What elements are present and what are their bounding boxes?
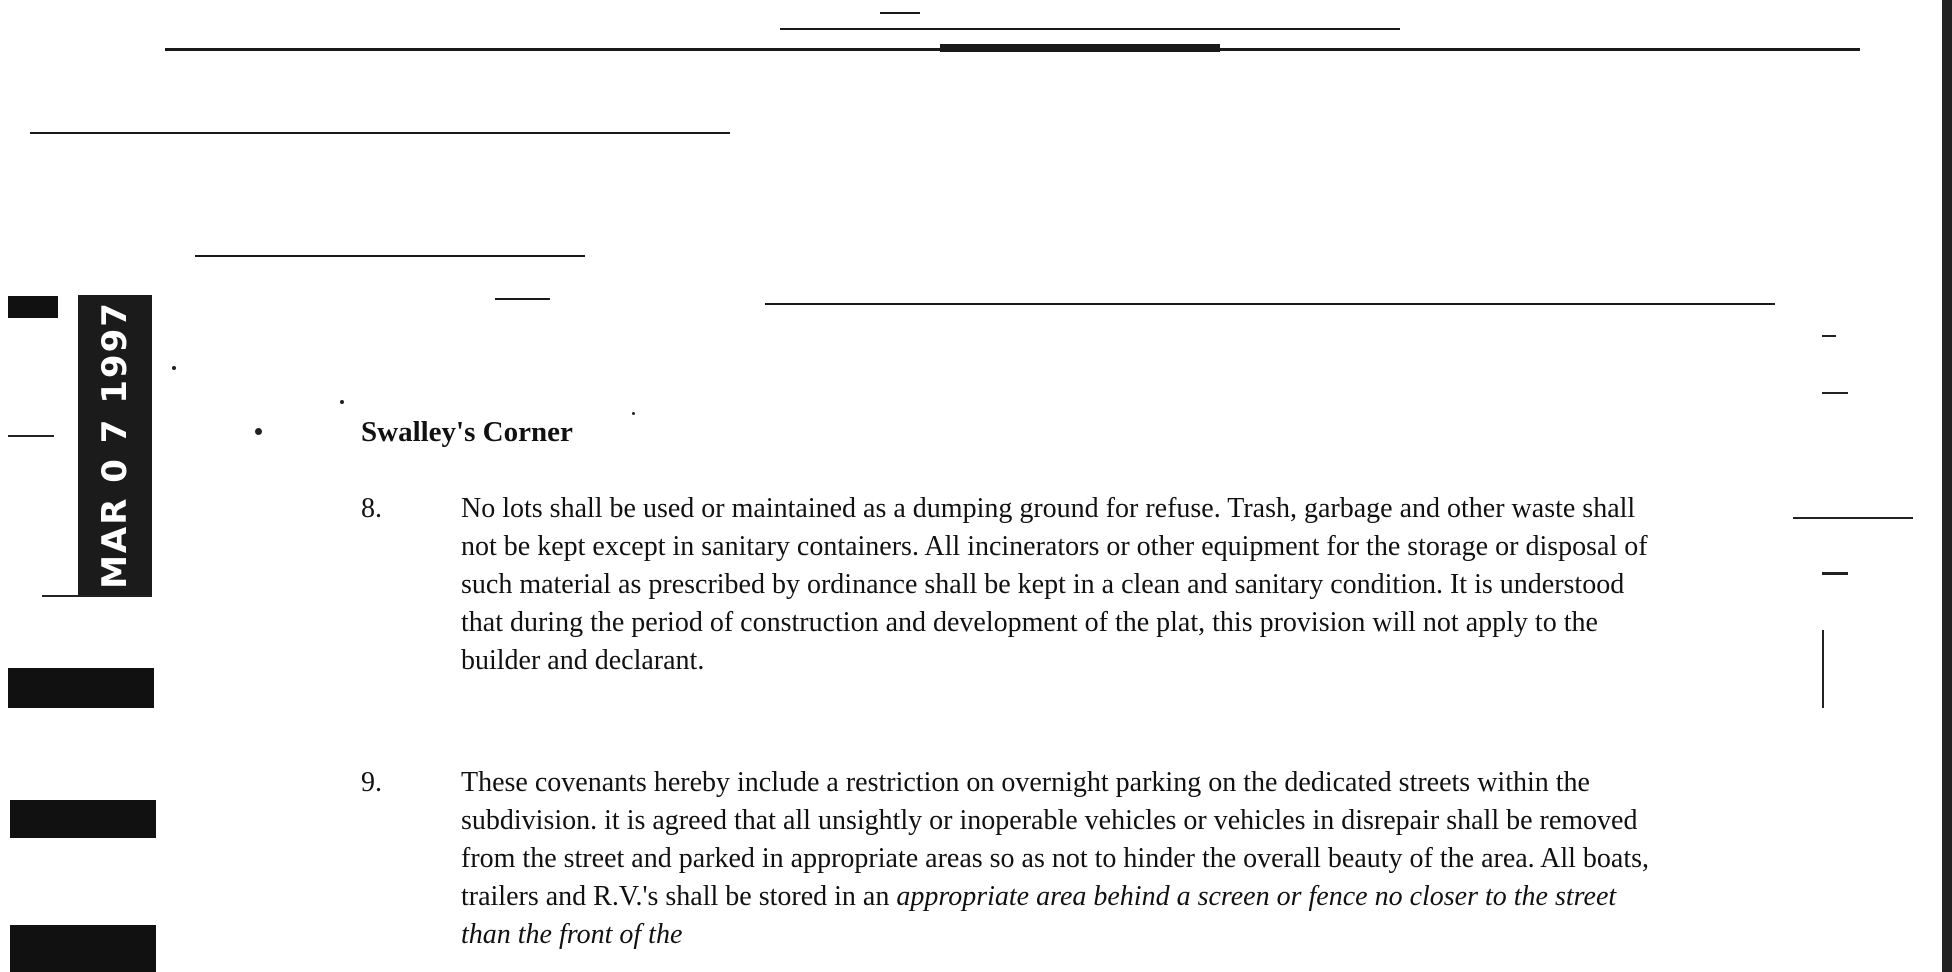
left-margin-line	[42, 595, 152, 597]
scan-rule-upper-left	[30, 132, 730, 134]
scan-rule-top-tiny	[880, 12, 920, 14]
scan-speck	[632, 412, 635, 415]
document-title: Swalley's Corner	[361, 416, 573, 448]
right-margin-tick	[1822, 335, 1836, 337]
scan-rule-top-thick	[940, 44, 1220, 52]
right-edge-bar	[1942, 0, 1952, 972]
item-text-regular: These covenants hereby include a restriction on overnight parking on the dedicated streets within the subdivision. it is agreed that all unsightly or inoperable vehicles or vehicles in disrepair shall be removed from the street and parked in appropriate areas so as not to hinder the overall beauty of the area. All boats, trailers and R.V.'s shall be stored in an	[461, 767, 1650, 912]
item-text: No lots shall be used or maintained as a dumping ground for refuse. Trash, garbage and other waste shall not be kept except in sanitary containers. All incinerators or other equipment for the storage or disposal of such material as prescribed by ordinance shall be kept in a clean and sanitary condition. It is understood that during the period of construction and development of the plat, this provision will not apply to the builder and declarant.	[461, 493, 1648, 676]
scan-speck	[255, 428, 262, 435]
redaction-block	[10, 925, 156, 972]
covenant-item-9	[361, 764, 1651, 954]
scan-rule-top-short	[780, 28, 1400, 30]
left-margin-tick	[8, 435, 54, 437]
scan-speck	[172, 366, 176, 370]
redaction-block	[10, 800, 156, 838]
right-margin-tick	[1822, 572, 1848, 575]
stamp-date: MAR 0 7 1997	[95, 301, 135, 589]
scan-rule-mid-right	[765, 303, 1775, 305]
redaction-block	[8, 668, 154, 708]
covenant-item-8	[361, 490, 1651, 680]
item-text-italic: appropriate area behind a screen or fence no closer to the street than the front of the	[461, 881, 1617, 950]
stamp-cap	[8, 296, 58, 318]
received-date-stamp	[68, 295, 152, 595]
right-margin-vertical	[1822, 630, 1824, 708]
scan-rule-mid-short	[495, 298, 550, 300]
item-text	[461, 764, 1651, 954]
right-margin-tick	[1793, 517, 1913, 519]
item-number: 8.	[361, 493, 382, 524]
item-number: 9.	[361, 767, 382, 798]
scan-rule-mid-left	[195, 255, 585, 257]
right-margin-tick	[1822, 392, 1848, 394]
scan-speck	[340, 400, 344, 404]
